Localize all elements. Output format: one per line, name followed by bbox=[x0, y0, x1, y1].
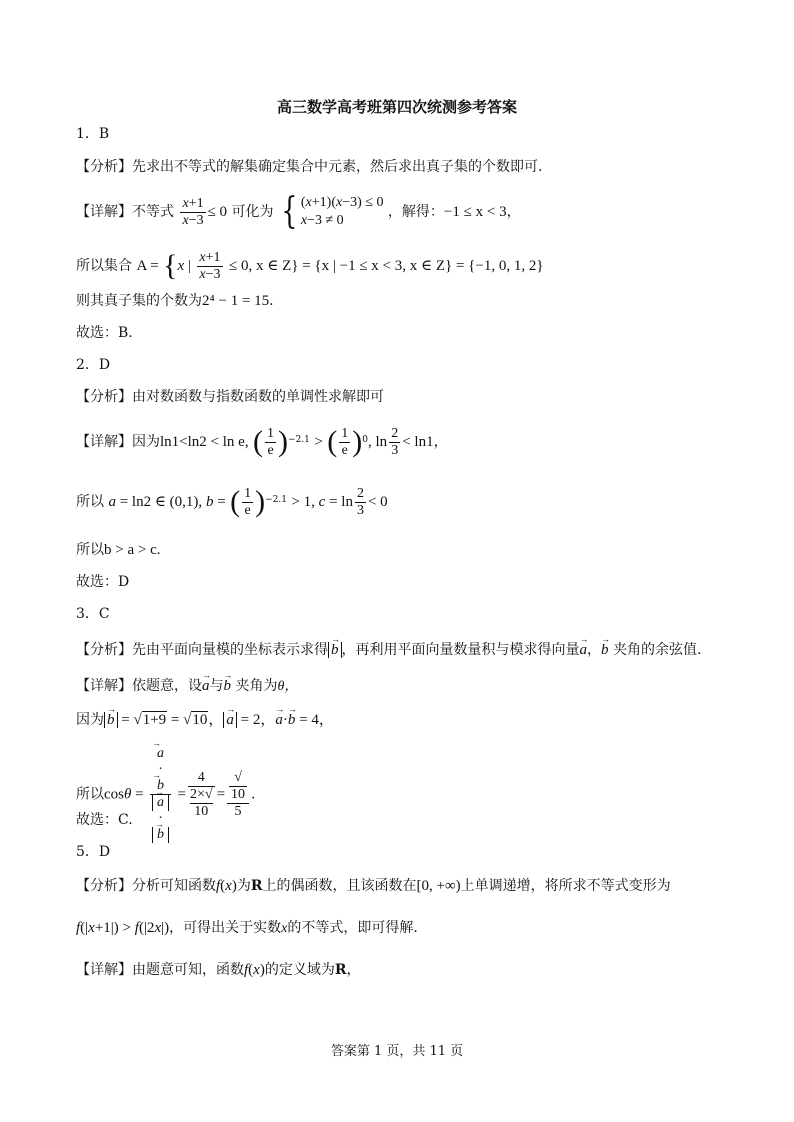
q3-theta: θ， bbox=[277, 679, 299, 694]
q5-number: 5．D bbox=[76, 844, 111, 860]
q2-conclusion-pre: 所以 bbox=[76, 542, 104, 558]
q5-analysis: 【分析】分析可知函数f(x)为R上的偶函数，且该函数在[0, +∞)上单调递增，将所求不等式变形为 bbox=[76, 878, 671, 894]
analysis-tag: 【分析】 bbox=[76, 159, 132, 175]
q1-detail: 【详解】不等式 $\frac{x+1}{x-3}$ ≤ 0 可化为 { (x+1)(x−3) ≤ 0 x−3 ≠ 0 ，解得：−1 ≤ x < 3， bbox=[76, 191, 521, 232]
detail-tag: 【详解】 bbox=[76, 962, 132, 978]
q1-fraction: $\frac{x+1}{x-3}$ bbox=[182, 195, 204, 228]
q3-detail-c: 夹角为 bbox=[235, 678, 278, 694]
q2-line2-pre: 所以 bbox=[76, 494, 104, 510]
q1-detail-pre: 不等式 bbox=[132, 204, 174, 220]
q5-detail: 【详解】由题意可知，函数f(x)的定义域为R， bbox=[76, 962, 361, 978]
q1-set-fraction: $\frac{x+1}{x-3}$ bbox=[199, 249, 221, 282]
q1-set-rest: ≤ 0, x ∈ Z} = {x | −1 ≤ x < 3, x ∈ Z} = {−1, 0, 1, 2} bbox=[229, 258, 544, 274]
detail-tag: 【详解】 bbox=[76, 434, 132, 450]
analysis-tag: 【分析】 bbox=[76, 642, 132, 658]
q1-analysis bbox=[76, 157, 542, 177]
q5-line2-c: 的不等式，即可得解. bbox=[287, 920, 418, 936]
analysis-tag: 【分析】 bbox=[76, 878, 132, 894]
q1-number: 1．B bbox=[76, 126, 110, 142]
q1-count: 则其真子集的个数为2⁴ − 1 = 15. bbox=[76, 293, 274, 309]
q3-analysis: 【分析】先由平面向量模的坐标表示求得→ b ，再利用平面向量数量积与模求得向量→ a，→ b 夹角的余弦值. bbox=[76, 640, 701, 660]
q2-line2: 所以 a = ln2 ∈ (0,1), b = ( $\frac{1}{e}$ )$^{-2.1}$ > 1, c = ln $\frac{2}{3}$ < 0 bbox=[76, 485, 388, 518]
q5-comma: ， bbox=[346, 962, 361, 978]
q3-answer: 故选：C. bbox=[76, 812, 133, 828]
q5-analysis-c: 上的偶函数，且该函数在 bbox=[262, 878, 417, 894]
page-title: 高三数学高考班第四次统测参考答案 bbox=[276, 98, 517, 116]
q5-line2: f(|x+1|) > f(|2x|)，可得出关于实数x的不等式，即可得解. bbox=[76, 920, 418, 936]
q5-analysis-b: 为 bbox=[236, 878, 251, 894]
q1-set: 所以集合 A = {x | $\frac{x+1}{x-3}$ ≤ 0, x ∈ Z} = {x | −1 ≤ x < 3, x ∈ Z} = {−1, 0, 1, 2} bbox=[76, 249, 544, 282]
q2-answer: 故选：D bbox=[76, 574, 130, 590]
q1-answer: 故选：B. bbox=[76, 325, 133, 341]
q1-count-expr: 2⁴ − 1 = 15 bbox=[202, 293, 270, 309]
q3-cos: 所以cosθ = → a · → b → a · → b = 4 2×√ 10 = √ 10 5 . bbox=[76, 746, 255, 843]
q1-system: (x+1)(x−3) ≤ 0 x−3 ≠ 0 bbox=[300, 195, 384, 228]
q2-analysis-text: 由对数函数与指数函数的单调性求解即可 bbox=[132, 389, 384, 405]
q3-cos-pre: 所以 bbox=[76, 786, 104, 803]
q1-analysis-text: 先求出不等式的解集确定集合中元素，然后求出真子集的个数即可. bbox=[132, 159, 543, 175]
q3-analysis-c: 夹角的余弦值. bbox=[612, 642, 702, 658]
detail-tag: 【详解】 bbox=[76, 204, 132, 220]
q1-set-pre: 所以集合 bbox=[76, 258, 132, 274]
q5-detail-R: R bbox=[334, 962, 347, 978]
q1-range: −1 ≤ x < 3 bbox=[443, 204, 507, 220]
q5-line2-b: ，可得出关于实数 bbox=[169, 920, 282, 936]
q5-detail-a: 由题意可知，函数 bbox=[132, 962, 244, 978]
q3-analysis-a: 先由平面向量模的坐标表示求得 bbox=[132, 642, 328, 658]
q1-count-text: 则其真子集的个数为 bbox=[76, 293, 202, 309]
q1-set-A: A = bbox=[136, 258, 159, 274]
detail-tag: 【详解】 bbox=[76, 678, 132, 694]
analysis-tag: 【分析】 bbox=[76, 389, 132, 405]
q2-detail: 【详解】因为ln1<ln2 < ln e, ( $\frac{1}{e}$ )$^{-2.1}$ > ( $\frac{1}{e}$ )$^0$, ln $\frac{2}{3}$ < ln1， bbox=[76, 425, 448, 458]
q3-number: 3．C bbox=[76, 606, 110, 622]
q1-detail-mid: 可化为 bbox=[231, 204, 274, 220]
q2-number: 2．D bbox=[76, 357, 111, 373]
q5-analysis-d: 上单调递增，将所求不等式变形为 bbox=[460, 878, 671, 894]
q2-detail-expr: ln1<ln2 < ln e, bbox=[160, 434, 249, 450]
q5-analysis-a: 分析可知函数 bbox=[132, 878, 216, 894]
q2-detail-pre: 因为 bbox=[132, 434, 160, 450]
q2-conclusion-expr: b > a > c. bbox=[104, 542, 161, 558]
page-footer: 答案第 1 页，共 11 页 bbox=[330, 1044, 464, 1059]
q3-detail-a: 依题意，设 bbox=[132, 678, 202, 694]
q1-detail-post: ，解得： bbox=[387, 204, 444, 220]
q3-line2: 因为→ b = √1+9 = √10，→ a = 2，→ a·→ b = 4， bbox=[76, 710, 334, 730]
q2-analysis bbox=[76, 387, 384, 407]
q2-conclusion bbox=[76, 540, 160, 560]
q3-analysis-b: ，再利用平面向量数量积与模求得向量 bbox=[341, 642, 580, 658]
q3-detail-b: 与 bbox=[209, 678, 224, 694]
q3-detail: 【详解】依题意，设→ a与→ b 夹角为θ， bbox=[76, 676, 298, 697]
q3-line2-pre: 因为 bbox=[76, 712, 104, 728]
q5-R: R bbox=[250, 878, 263, 894]
q5-detail-b: 的定义域为 bbox=[264, 962, 335, 978]
